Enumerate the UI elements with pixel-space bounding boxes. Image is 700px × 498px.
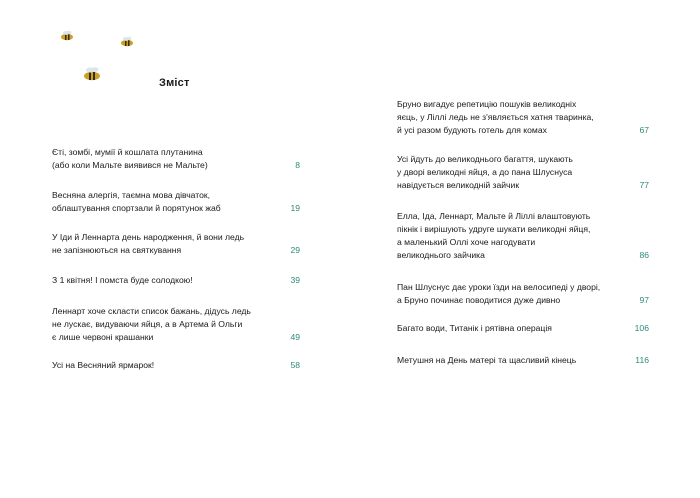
toc-entry[interactable] [52, 189, 300, 215]
toc-entry-page: 116 [635, 355, 649, 365]
bee-icon [118, 36, 136, 48]
toc-entry-title: Усі йдуть до великоднього багаття, шукають у дворі великодні яйця, а до пана Шлуснуса навідується великодній зайчик [397, 154, 573, 190]
toc-entry-page: 77 [639, 180, 649, 190]
toc-entry-page: 58 [290, 360, 300, 370]
toc-entry-title: З 1 квітня! І помста буде солодкою! [52, 275, 193, 285]
toc-entry-title: Метушня на День матері та щасливий кінець [397, 355, 577, 365]
toc-entry-title: Усі на Весняний ярмарок! [52, 360, 155, 370]
toc-entry-page: 39 [290, 275, 300, 285]
toc-entry[interactable] [52, 359, 300, 372]
toc-entry-title: У Іди й Леннарта день народження, й вони ледь не запізнюються на святкування [52, 232, 245, 255]
toc-entry[interactable] [397, 98, 649, 137]
toc-entry-title: Єті, зомбі, мумії й кошлата плутанина (або коли Мальте виявився не Мальте) [52, 147, 208, 170]
toc-entry-page: 8 [295, 160, 300, 170]
toc-entry[interactable] [397, 153, 649, 192]
toc-entry-page: 19 [290, 203, 300, 213]
toc-entry-title: Пан Шлуснус дає уроки їзди на велосипеді у дворі, а Бруно починає поводитися дуже дивно [397, 282, 601, 305]
toc-entry[interactable] [397, 322, 649, 335]
toc-entry[interactable] [52, 305, 300, 344]
page-title: Зміст [159, 77, 190, 89]
toc-entry-title: Елла, Іда, Леннарт, Мальте й Ліллі влаштовують пікнік і вирішують удруге шукати великодні яйця, а маленький Оллі хоче нагодувати великоднього зайчика [397, 211, 591, 260]
toc-entry[interactable] [52, 274, 300, 287]
toc-entry-title: Весняна алергія, таємна мова дівчаток, облаштування спортзали й порятунок жаб [52, 190, 221, 213]
toc-entry[interactable] [52, 146, 300, 172]
toc-entry-page: 97 [639, 295, 649, 305]
bee-icon [80, 66, 104, 82]
toc-entry-page: 29 [290, 245, 300, 255]
bee-icon [58, 30, 76, 42]
toc-entry[interactable] [397, 210, 649, 262]
toc-entry-title: Леннарт хоче скласти список бажань, дідусь ледь не лускає, видуваючи яйця, а в Артема й Ольги є лише червоні крашанки [52, 306, 251, 342]
toc-entry-page: 49 [290, 332, 300, 342]
toc-entry[interactable] [397, 354, 649, 367]
toc-entry-page: 67 [639, 125, 649, 135]
toc-entry-page: 106 [634, 323, 649, 333]
toc-entry-page: 86 [639, 250, 649, 260]
toc-entry[interactable] [52, 231, 300, 257]
toc-entry[interactable] [397, 281, 649, 307]
toc-entry-title: Багато води, Титанік і рятівна операція [397, 323, 552, 333]
bees-illustration [50, 22, 140, 92]
toc-entry-title: Бруно вигадує репетицію пошуків великодніх яєць, у Ліллі ледь не з'являється хатня тваринка, й усі разом будують готель для комах [397, 99, 594, 135]
